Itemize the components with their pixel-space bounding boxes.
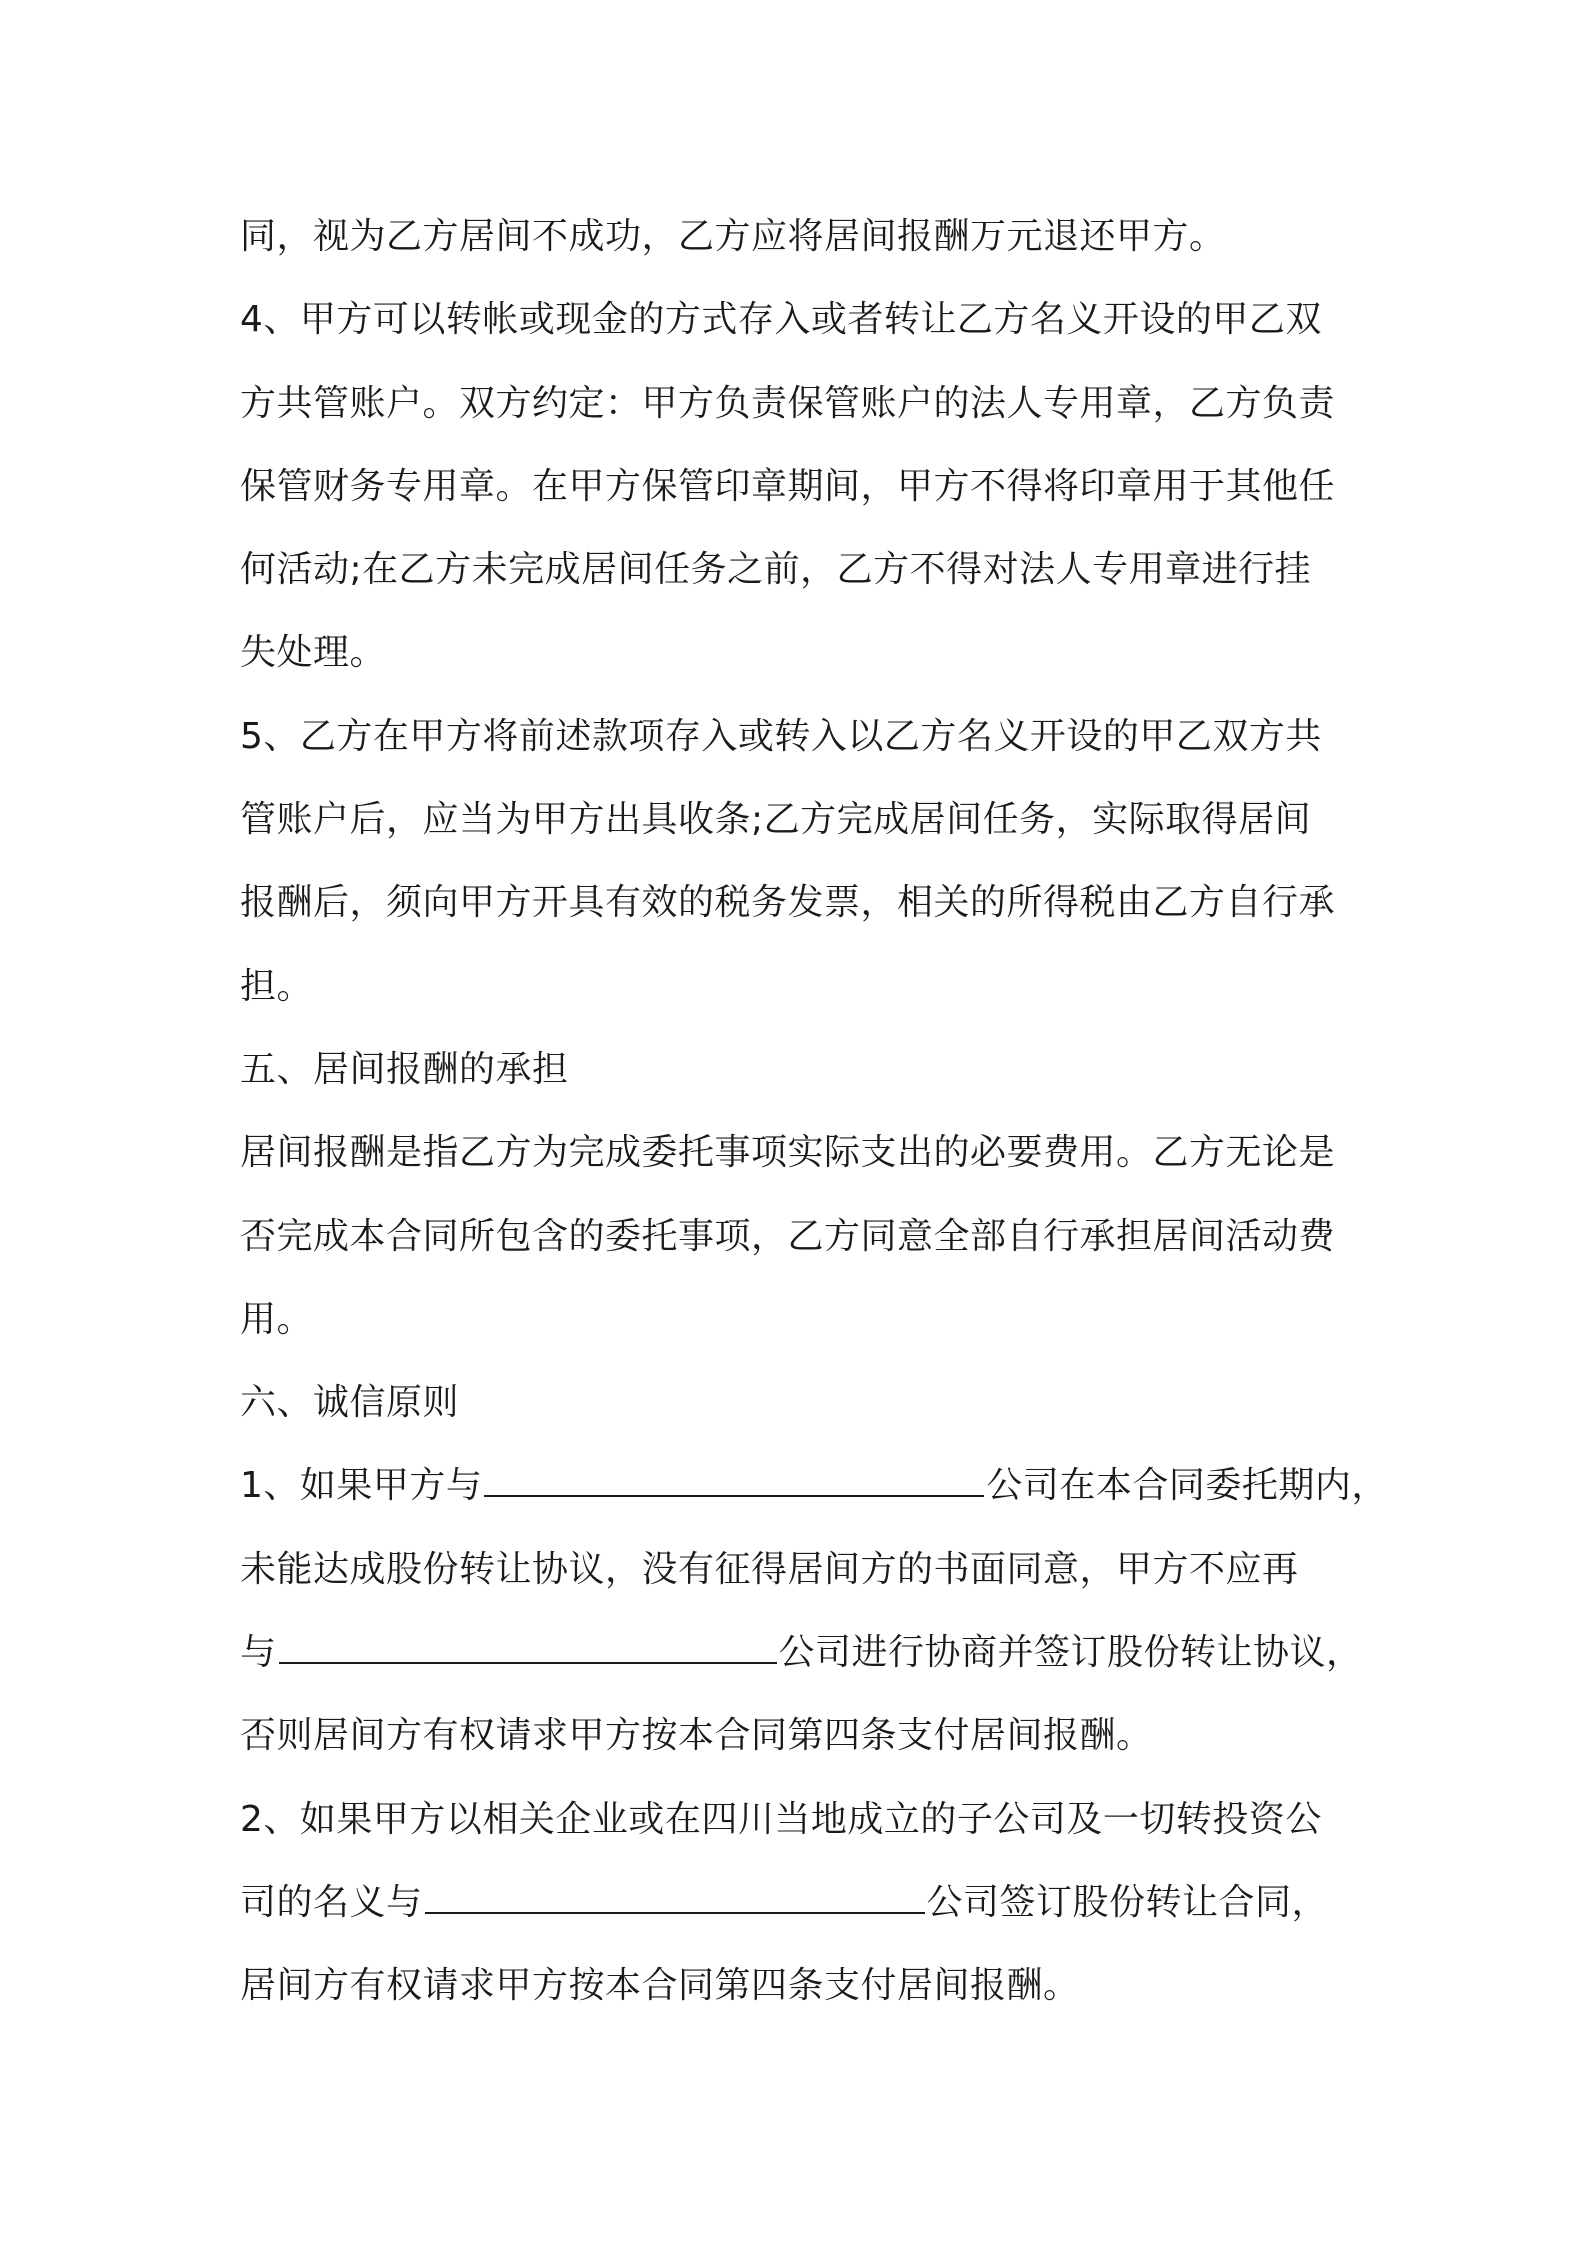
contract-body [240, 195, 1388, 2028]
company-name-blank [425, 1882, 925, 1914]
clause-4-line-5: 失处理。 [240, 632, 387, 674]
section-5-line-2: 否完成本合同所包含的委托事项，乙方同意全部自行承担居间活动费 [240, 1215, 1336, 1257]
section-6-clause-1-line-3 [240, 1611, 1363, 1694]
clause-5-line-2: 管账户后，应当为甲方出具收条;乙方完成居间任务，实际取得居间 [240, 799, 1312, 841]
text-segment: 司的名义与 [240, 1881, 423, 1923]
section-5-line-1: 居间报酬是指乙方为完成委托事项实际支出的必要费用。乙方无论是 [240, 1132, 1336, 1174]
section-5-heading: 五、居间报酬的承担 [240, 1048, 569, 1090]
clause-5-line-3: 报酬后，须向甲方开具有效的税务发票，相关的所得税由乙方自行承 [240, 882, 1336, 924]
clause-4-line-1: 4、甲方可以转帐或现金的方式存入或者转让乙方名义开设的甲乙双 [240, 299, 1322, 341]
text-segment: 与 [240, 1632, 277, 1674]
section-5-line-3: 用。 [240, 1298, 314, 1340]
text-line: 同，视为乙方居间不成功，乙方应将居间报酬万元退还甲方。 [240, 216, 1226, 257]
text-segment: 公司签订股份转让合同， [926, 1881, 1329, 1923]
text-segment: 公司在本合同委托期内， [986, 1465, 1388, 1507]
section-6-heading: 六、诚信原则 [240, 1382, 460, 1424]
section-6-clause-2-line-3: 居间方有权请求甲方按本合同第四条支付居间报酬。 [240, 1965, 1080, 2007]
clause-4-line-3: 保管财务专用章。在甲方保管印章期间，甲方不得将印章用于其他任 [240, 465, 1336, 507]
text-segment: 1、如果甲方与 [240, 1465, 483, 1507]
clause-4-line-2: 方共管账户。双方约定：甲方负责保管账户的法人专用章，乙方负责 [240, 382, 1336, 424]
company-name-blank [484, 1465, 984, 1497]
company-name-blank [279, 1632, 777, 1664]
section-6-clause-2-line-1: 2、如果甲方以相关企业或在四川当地成立的子公司及一切转投资公 [240, 1798, 1322, 1840]
section-6-clause-2-line-2 [240, 1861, 1360, 1944]
clause-5-line-4: 担。 [240, 965, 314, 1007]
clause-4-line-4: 何活动;在乙方未完成居间任务之前，乙方不得对法人专用章进行挂 [240, 549, 1312, 591]
section-6-clause-1-line-1 [240, 1444, 1388, 1527]
clause-5-line-1: 5、乙方在甲方将前述款项存入或转入以乙方名义开设的甲乙双方共 [240, 715, 1322, 757]
text-segment: 公司进行协商并签订股份转让协议， [778, 1632, 1363, 1674]
section-6-clause-1-line-4: 否则居间方有权请求甲方按本合同第四条支付居间报酬。 [240, 1715, 1153, 1757]
section-6-clause-1-line-2: 未能达成股份转让协议，没有征得居间方的书面同意，甲方不应再 [240, 1548, 1299, 1590]
